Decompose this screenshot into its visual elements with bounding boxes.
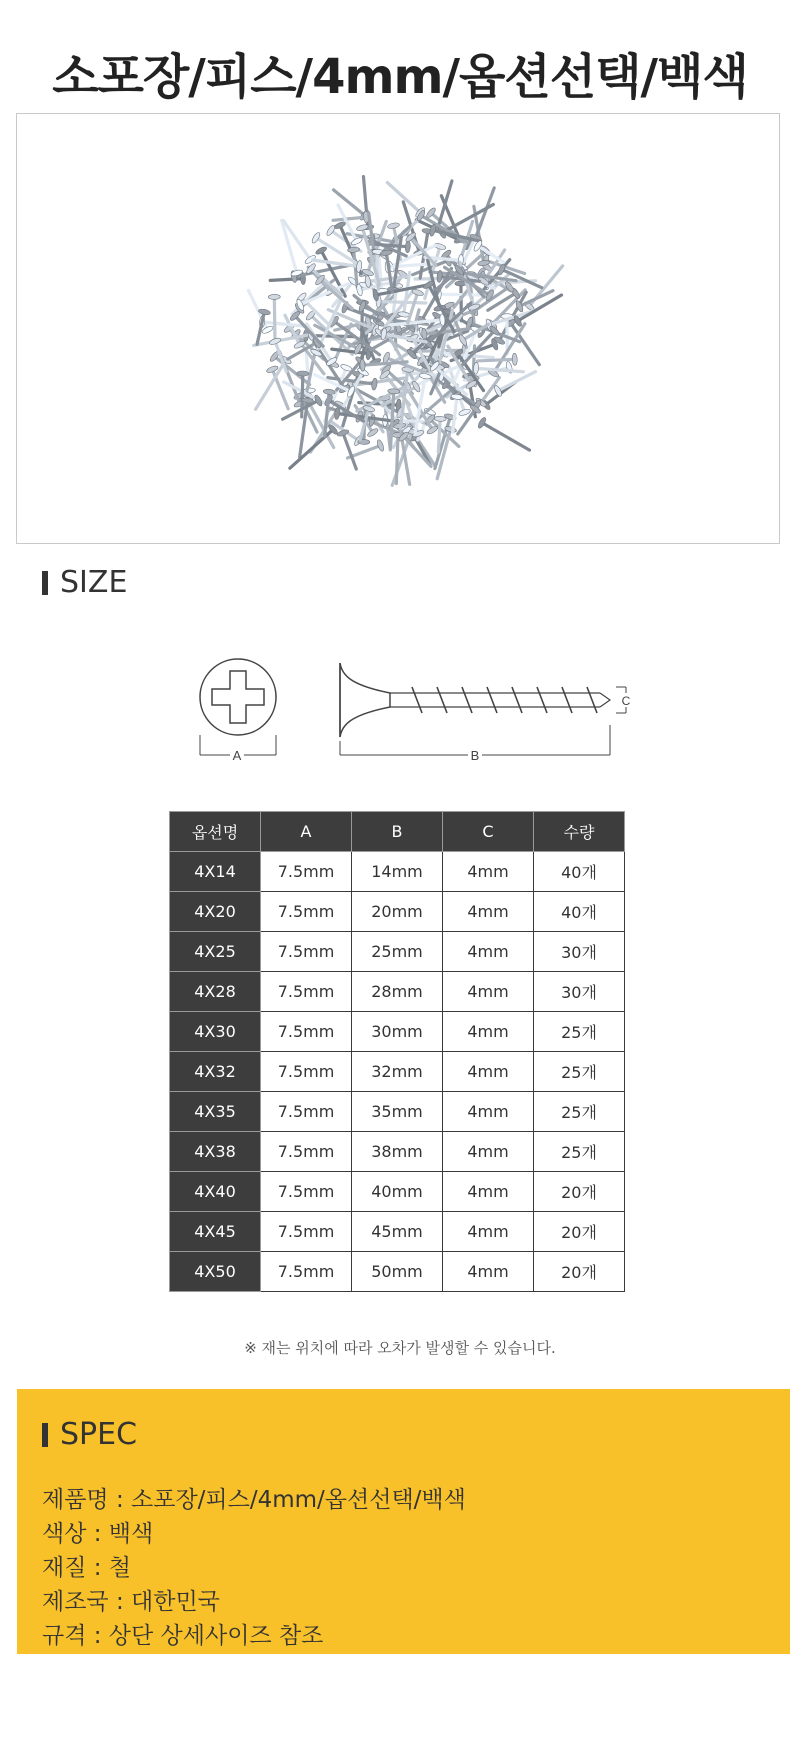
table-cell: 7.5mm [261, 892, 352, 932]
column-header: C [443, 812, 534, 852]
table-row [170, 1012, 625, 1052]
option-name-cell: 4X38 [170, 1132, 261, 1172]
table-cell: 7.5mm [261, 932, 352, 972]
spec-heading-label: SPEC [60, 1417, 138, 1452]
table-cell: 40mm [352, 1172, 443, 1212]
table-cell: 4mm [443, 972, 534, 1012]
table-cell: 4mm [443, 1092, 534, 1132]
table-cell: 4mm [443, 852, 534, 892]
product-image [16, 113, 780, 544]
thread-mark [462, 687, 472, 713]
table-cell: 4mm [443, 1252, 534, 1292]
column-header: 옵션명 [170, 812, 261, 852]
table-row [170, 1132, 625, 1172]
table-cell: 7.5mm [261, 1132, 352, 1172]
table-cell: 4mm [443, 932, 534, 972]
table-cell: 4mm [443, 1132, 534, 1172]
spec-line-color: 색상 : 백색 [42, 1521, 154, 1547]
option-name-cell: 4X28 [170, 972, 261, 1012]
option-name-cell: 4X35 [170, 1092, 261, 1132]
dimension-a [200, 735, 276, 763]
screw-icon [453, 404, 482, 438]
screw-side-icon [340, 663, 610, 737]
screw-pile-illustration [17, 114, 781, 545]
column-header: A [261, 812, 352, 852]
table-cell: 4mm [443, 892, 534, 932]
label-b: B [470, 748, 480, 763]
size-heading-label: SIZE [60, 565, 128, 600]
label-c: C [621, 694, 631, 708]
label-a: A [232, 748, 242, 763]
spec-line-material: 재질 : 철 [42, 1555, 132, 1581]
column-header: B [352, 812, 443, 852]
table-cell: 20개 [534, 1212, 625, 1252]
table-cell: 4mm [443, 1012, 534, 1052]
option-name-cell: 4X14 [170, 852, 261, 892]
table-cell: 28mm [352, 972, 443, 1012]
table-cell: 35mm [352, 1092, 443, 1132]
size-heading [42, 565, 127, 600]
table-cell: 7.5mm [261, 1012, 352, 1052]
thread-mark [487, 687, 497, 713]
table-cell: 4mm [443, 1052, 534, 1092]
table-cell: 30개 [534, 932, 625, 972]
option-name-cell: 4X32 [170, 1052, 261, 1092]
table-cell: 7.5mm [261, 972, 352, 1012]
measurement-note: ※ 재는 위치에 따라 오차가 발생할 수 있습니다. [244, 1339, 556, 1357]
screw-dimension-diagram [190, 655, 640, 775]
table-cell: 25개 [534, 1012, 625, 1052]
screw-head-icon [200, 659, 276, 735]
screw-icon [477, 416, 533, 455]
table-cell: 45mm [352, 1212, 443, 1252]
heading-bar-icon [42, 571, 48, 595]
table-cell: 20mm [352, 892, 443, 932]
thread-mark [437, 687, 447, 713]
table-cell: 40개 [534, 852, 625, 892]
table-row [170, 1052, 625, 1092]
spec-heading [42, 1417, 137, 1452]
table-cell: 32mm [352, 1052, 443, 1092]
spec-line-origin: 제조국 : 대한민국 [42, 1589, 220, 1615]
table-cell: 30개 [534, 972, 625, 1012]
table-cell: 25개 [534, 1092, 625, 1132]
table-row [170, 1252, 625, 1292]
table-cell: 7.5mm [261, 1052, 352, 1092]
thread-mark [537, 687, 547, 713]
option-name-cell: 4X30 [170, 1012, 261, 1052]
option-name-cell: 4X50 [170, 1252, 261, 1292]
option-name-cell: 4X45 [170, 1212, 261, 1252]
table-cell: 7.5mm [261, 1212, 352, 1252]
table-cell: 25개 [534, 1052, 625, 1092]
table-cell: 7.5mm [261, 1092, 352, 1132]
table-row [170, 1212, 625, 1252]
table-row [170, 852, 625, 892]
table-cell: 50mm [352, 1252, 443, 1292]
thread-mark [562, 687, 572, 713]
screw-icon [286, 423, 339, 472]
size-table [169, 811, 625, 1292]
table-cell: 7.5mm [261, 852, 352, 892]
option-name-cell: 4X20 [170, 892, 261, 932]
spec-line-dimensions: 규격 : 상단 상세사이즈 참조 [42, 1623, 324, 1649]
table-cell: 14mm [352, 852, 443, 892]
table-header-row [170, 812, 625, 852]
page-title: 소포장/피스/4mm/옵션선택/백색 [52, 49, 748, 105]
table-cell: 4mm [443, 1172, 534, 1212]
spec-panel [17, 1389, 790, 1654]
table-cell: 25개 [534, 1132, 625, 1172]
thread-mark [587, 687, 597, 713]
thread-mark [512, 687, 522, 713]
table-row [170, 1172, 625, 1212]
table-row [170, 892, 625, 932]
option-name-cell: 4X40 [170, 1172, 261, 1212]
table-row [170, 972, 625, 1012]
spec-list [42, 1483, 466, 1653]
table-cell: 7.5mm [261, 1252, 352, 1292]
dimension-c [616, 687, 633, 713]
spec-line-product-name: 제품명 : 소포장/피스/4mm/옵션선택/백색 [42, 1487, 466, 1513]
column-header: 수량 [534, 812, 625, 852]
table-cell: 20개 [534, 1172, 625, 1212]
table-row [170, 1092, 625, 1132]
table-cell: 25mm [352, 932, 443, 972]
table-row [170, 932, 625, 972]
table-cell: 40개 [534, 892, 625, 932]
screw-icon [279, 217, 317, 265]
table-cell: 30mm [352, 1012, 443, 1052]
dimension-b [340, 725, 610, 763]
table-cell: 38mm [352, 1132, 443, 1172]
thread-mark [412, 687, 422, 713]
heading-bar-icon [42, 1423, 48, 1447]
table-cell: 4mm [443, 1212, 534, 1252]
screw-icon [268, 294, 281, 340]
option-name-cell: 4X25 [170, 932, 261, 972]
table-cell: 7.5mm [261, 1172, 352, 1212]
table-cell: 20개 [534, 1252, 625, 1292]
